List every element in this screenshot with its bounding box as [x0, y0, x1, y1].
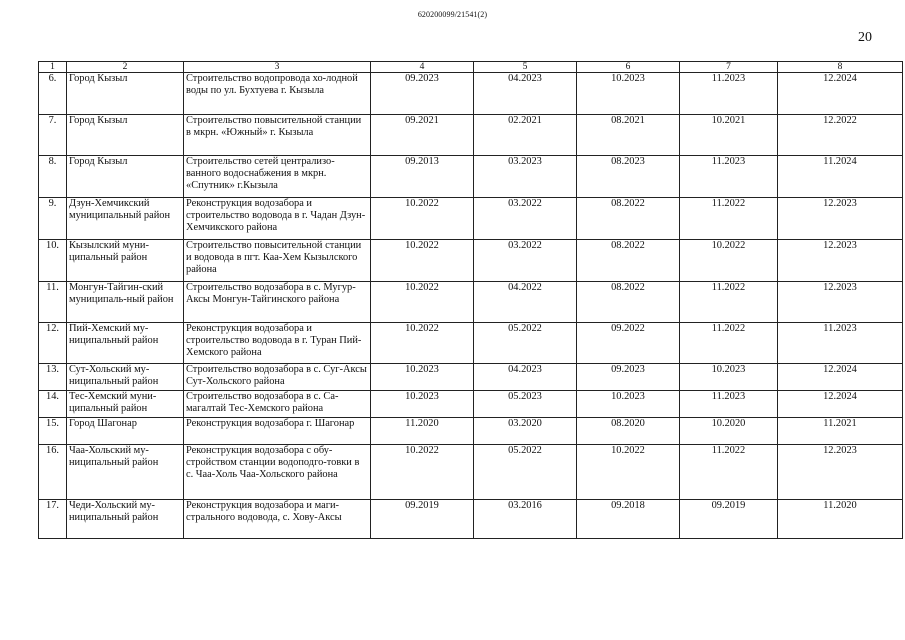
project-description: Строительство водозабора в с. Мугур-Аксы Монгун-Тайгинского района	[184, 282, 371, 323]
project-description: Реконструкция водозабора г. Шагонар	[184, 418, 371, 445]
row-number: 15.	[39, 418, 67, 445]
date-col-6: 08.2022	[577, 240, 680, 282]
municipality-name: Город Кызыл	[67, 156, 184, 198]
date-col-8: 12.2024	[778, 364, 903, 391]
date-col-7: 11.2022	[680, 282, 778, 323]
municipality-name: Пий-Хемский му-ниципальный район	[67, 323, 184, 364]
date-col-6: 10.2022	[577, 445, 680, 500]
page-number: 20	[858, 30, 872, 45]
date-col-7: 10.2020	[680, 418, 778, 445]
row-number: 9.	[39, 198, 67, 240]
project-description: Строительство сетей централизо-ванного водоснабжения в мкрн. «Спутник» г.Кызыла	[184, 156, 371, 198]
project-description: Строительство повысительной станции в мкрн. «Южный» г. Кызыла	[184, 115, 371, 156]
row-number: 8.	[39, 156, 67, 198]
date-col-4: 09.2023	[371, 73, 474, 115]
date-col-6: 08.2022	[577, 282, 680, 323]
date-col-5: 03.2022	[474, 198, 577, 240]
date-col-8: 11.2020	[778, 500, 903, 539]
project-description: Строительство водозабора в с. Са-магалтай Тес-Хемского района	[184, 391, 371, 418]
column-header: 7	[680, 62, 778, 73]
date-col-8: 12.2024	[778, 73, 903, 115]
date-col-5: 05.2022	[474, 445, 577, 500]
date-col-8: 12.2023	[778, 240, 903, 282]
table-row	[39, 445, 903, 500]
date-col-5: 04.2023	[474, 364, 577, 391]
date-col-6: 09.2022	[577, 323, 680, 364]
date-col-6: 09.2018	[577, 500, 680, 539]
column-header: 5	[474, 62, 577, 73]
project-description: Строительство повысительной станции и водовода в пгт. Каа-Хем Кызылского района	[184, 240, 371, 282]
project-description: Строительство водопровода хо-лодной воды по ул. Бухтуева г. Кызыла	[184, 73, 371, 115]
column-header: 2	[67, 62, 184, 73]
project-description: Реконструкция водозабора с обу-стройством станции водоподго-товки в с. Чаа-Холь Чаа-Хольского района	[184, 445, 371, 500]
row-number: 10.	[39, 240, 67, 282]
project-description: Строительство водозабора в с. Суг-Аксы Сут-Хольского района	[184, 364, 371, 391]
table-row	[39, 240, 903, 282]
date-col-8: 12.2022	[778, 115, 903, 156]
date-col-5: 05.2022	[474, 323, 577, 364]
date-col-4: 10.2022	[371, 282, 474, 323]
date-col-8: 12.2023	[778, 198, 903, 240]
date-col-5: 02.2021	[474, 115, 577, 156]
table-header-row	[39, 62, 903, 73]
schedule-table	[38, 61, 903, 539]
municipality-name: Тес-Хемский муни-ципальный район	[67, 391, 184, 418]
table-row	[39, 364, 903, 391]
date-col-8: 12.2023	[778, 282, 903, 323]
column-header: 1	[39, 62, 67, 73]
date-col-7: 11.2023	[680, 73, 778, 115]
date-col-4: 10.2022	[371, 323, 474, 364]
column-header: 6	[577, 62, 680, 73]
municipality-name: Кызылский муни-ципальный район	[67, 240, 184, 282]
column-header: 4	[371, 62, 474, 73]
table-row	[39, 391, 903, 418]
date-col-8: 11.2023	[778, 323, 903, 364]
date-col-7: 10.2022	[680, 240, 778, 282]
table-body	[39, 73, 903, 539]
date-col-7: 11.2022	[680, 198, 778, 240]
date-col-7: 10.2023	[680, 364, 778, 391]
municipality-name: Дзун-Хемчикский муниципальный район	[67, 198, 184, 240]
date-col-8: 11.2024	[778, 156, 903, 198]
date-col-7: 11.2022	[680, 445, 778, 500]
table-row	[39, 198, 903, 240]
table-row	[39, 500, 903, 539]
date-col-7: 11.2022	[680, 323, 778, 364]
date-col-7: 11.2023	[680, 156, 778, 198]
row-number: 7.	[39, 115, 67, 156]
date-col-7: 09.2019	[680, 500, 778, 539]
date-col-6: 10.2023	[577, 73, 680, 115]
table-row	[39, 115, 903, 156]
date-col-7: 10.2021	[680, 115, 778, 156]
document-id: 620200099/21541(2)	[417, 10, 488, 19]
date-col-6: 08.2020	[577, 418, 680, 445]
column-header: 3	[184, 62, 371, 73]
date-col-5: 03.2022	[474, 240, 577, 282]
row-number: 11.	[39, 282, 67, 323]
municipality-name: Чаа-Хольский му-ниципальный район	[67, 445, 184, 500]
table-row	[39, 156, 903, 198]
row-number: 16.	[39, 445, 67, 500]
row-number: 14.	[39, 391, 67, 418]
row-number: 13.	[39, 364, 67, 391]
date-col-5: 03.2020	[474, 418, 577, 445]
row-number: 12.	[39, 323, 67, 364]
date-col-5: 03.2023	[474, 156, 577, 198]
table-row	[39, 282, 903, 323]
date-col-4: 11.2020	[371, 418, 474, 445]
municipality-name: Город Кызыл	[67, 115, 184, 156]
date-col-4: 09.2013	[371, 156, 474, 198]
date-col-8: 11.2021	[778, 418, 903, 445]
project-description: Реконструкция водозабора и строительство водовода в г. Чадан Дзун-Хемчикского района	[184, 198, 371, 240]
date-col-6: 10.2023	[577, 391, 680, 418]
date-col-8: 12.2024	[778, 391, 903, 418]
municipality-name: Сут-Хольский му-ниципальный район	[67, 364, 184, 391]
date-col-7: 11.2023	[680, 391, 778, 418]
date-col-4: 10.2022	[371, 240, 474, 282]
date-col-4: 10.2023	[371, 364, 474, 391]
date-col-5: 05.2023	[474, 391, 577, 418]
row-number: 17.	[39, 500, 67, 539]
municipality-name: Город Шагонар	[67, 418, 184, 445]
column-header: 8	[778, 62, 903, 73]
date-col-4: 10.2023	[371, 391, 474, 418]
date-col-4: 09.2019	[371, 500, 474, 539]
table-row	[39, 73, 903, 115]
table-row	[39, 418, 903, 445]
date-col-4: 09.2021	[371, 115, 474, 156]
date-col-5: 03.2016	[474, 500, 577, 539]
date-col-4: 10.2022	[371, 445, 474, 500]
date-col-6: 08.2023	[577, 156, 680, 198]
municipality-name: Чеди-Хольский му-ниципальный район	[67, 500, 184, 539]
date-col-8: 12.2023	[778, 445, 903, 500]
date-col-6: 09.2023	[577, 364, 680, 391]
date-col-4: 10.2022	[371, 198, 474, 240]
date-col-6: 08.2022	[577, 198, 680, 240]
row-number: 6.	[39, 73, 67, 115]
date-col-5: 04.2023	[474, 73, 577, 115]
project-description: Реконструкция водозабора и маги-стрального водовода, с. Хову-Аксы	[184, 500, 371, 539]
municipality-name: Город Кызыл	[67, 73, 184, 115]
table-row	[39, 323, 903, 364]
date-col-5: 04.2022	[474, 282, 577, 323]
date-col-6: 08.2021	[577, 115, 680, 156]
project-description: Реконструкция водозабора и строительство водовода в г. Туран Пий-Хемского района	[184, 323, 371, 364]
municipality-name: Монгун-Тайгин-ский муниципаль-ный район	[67, 282, 184, 323]
